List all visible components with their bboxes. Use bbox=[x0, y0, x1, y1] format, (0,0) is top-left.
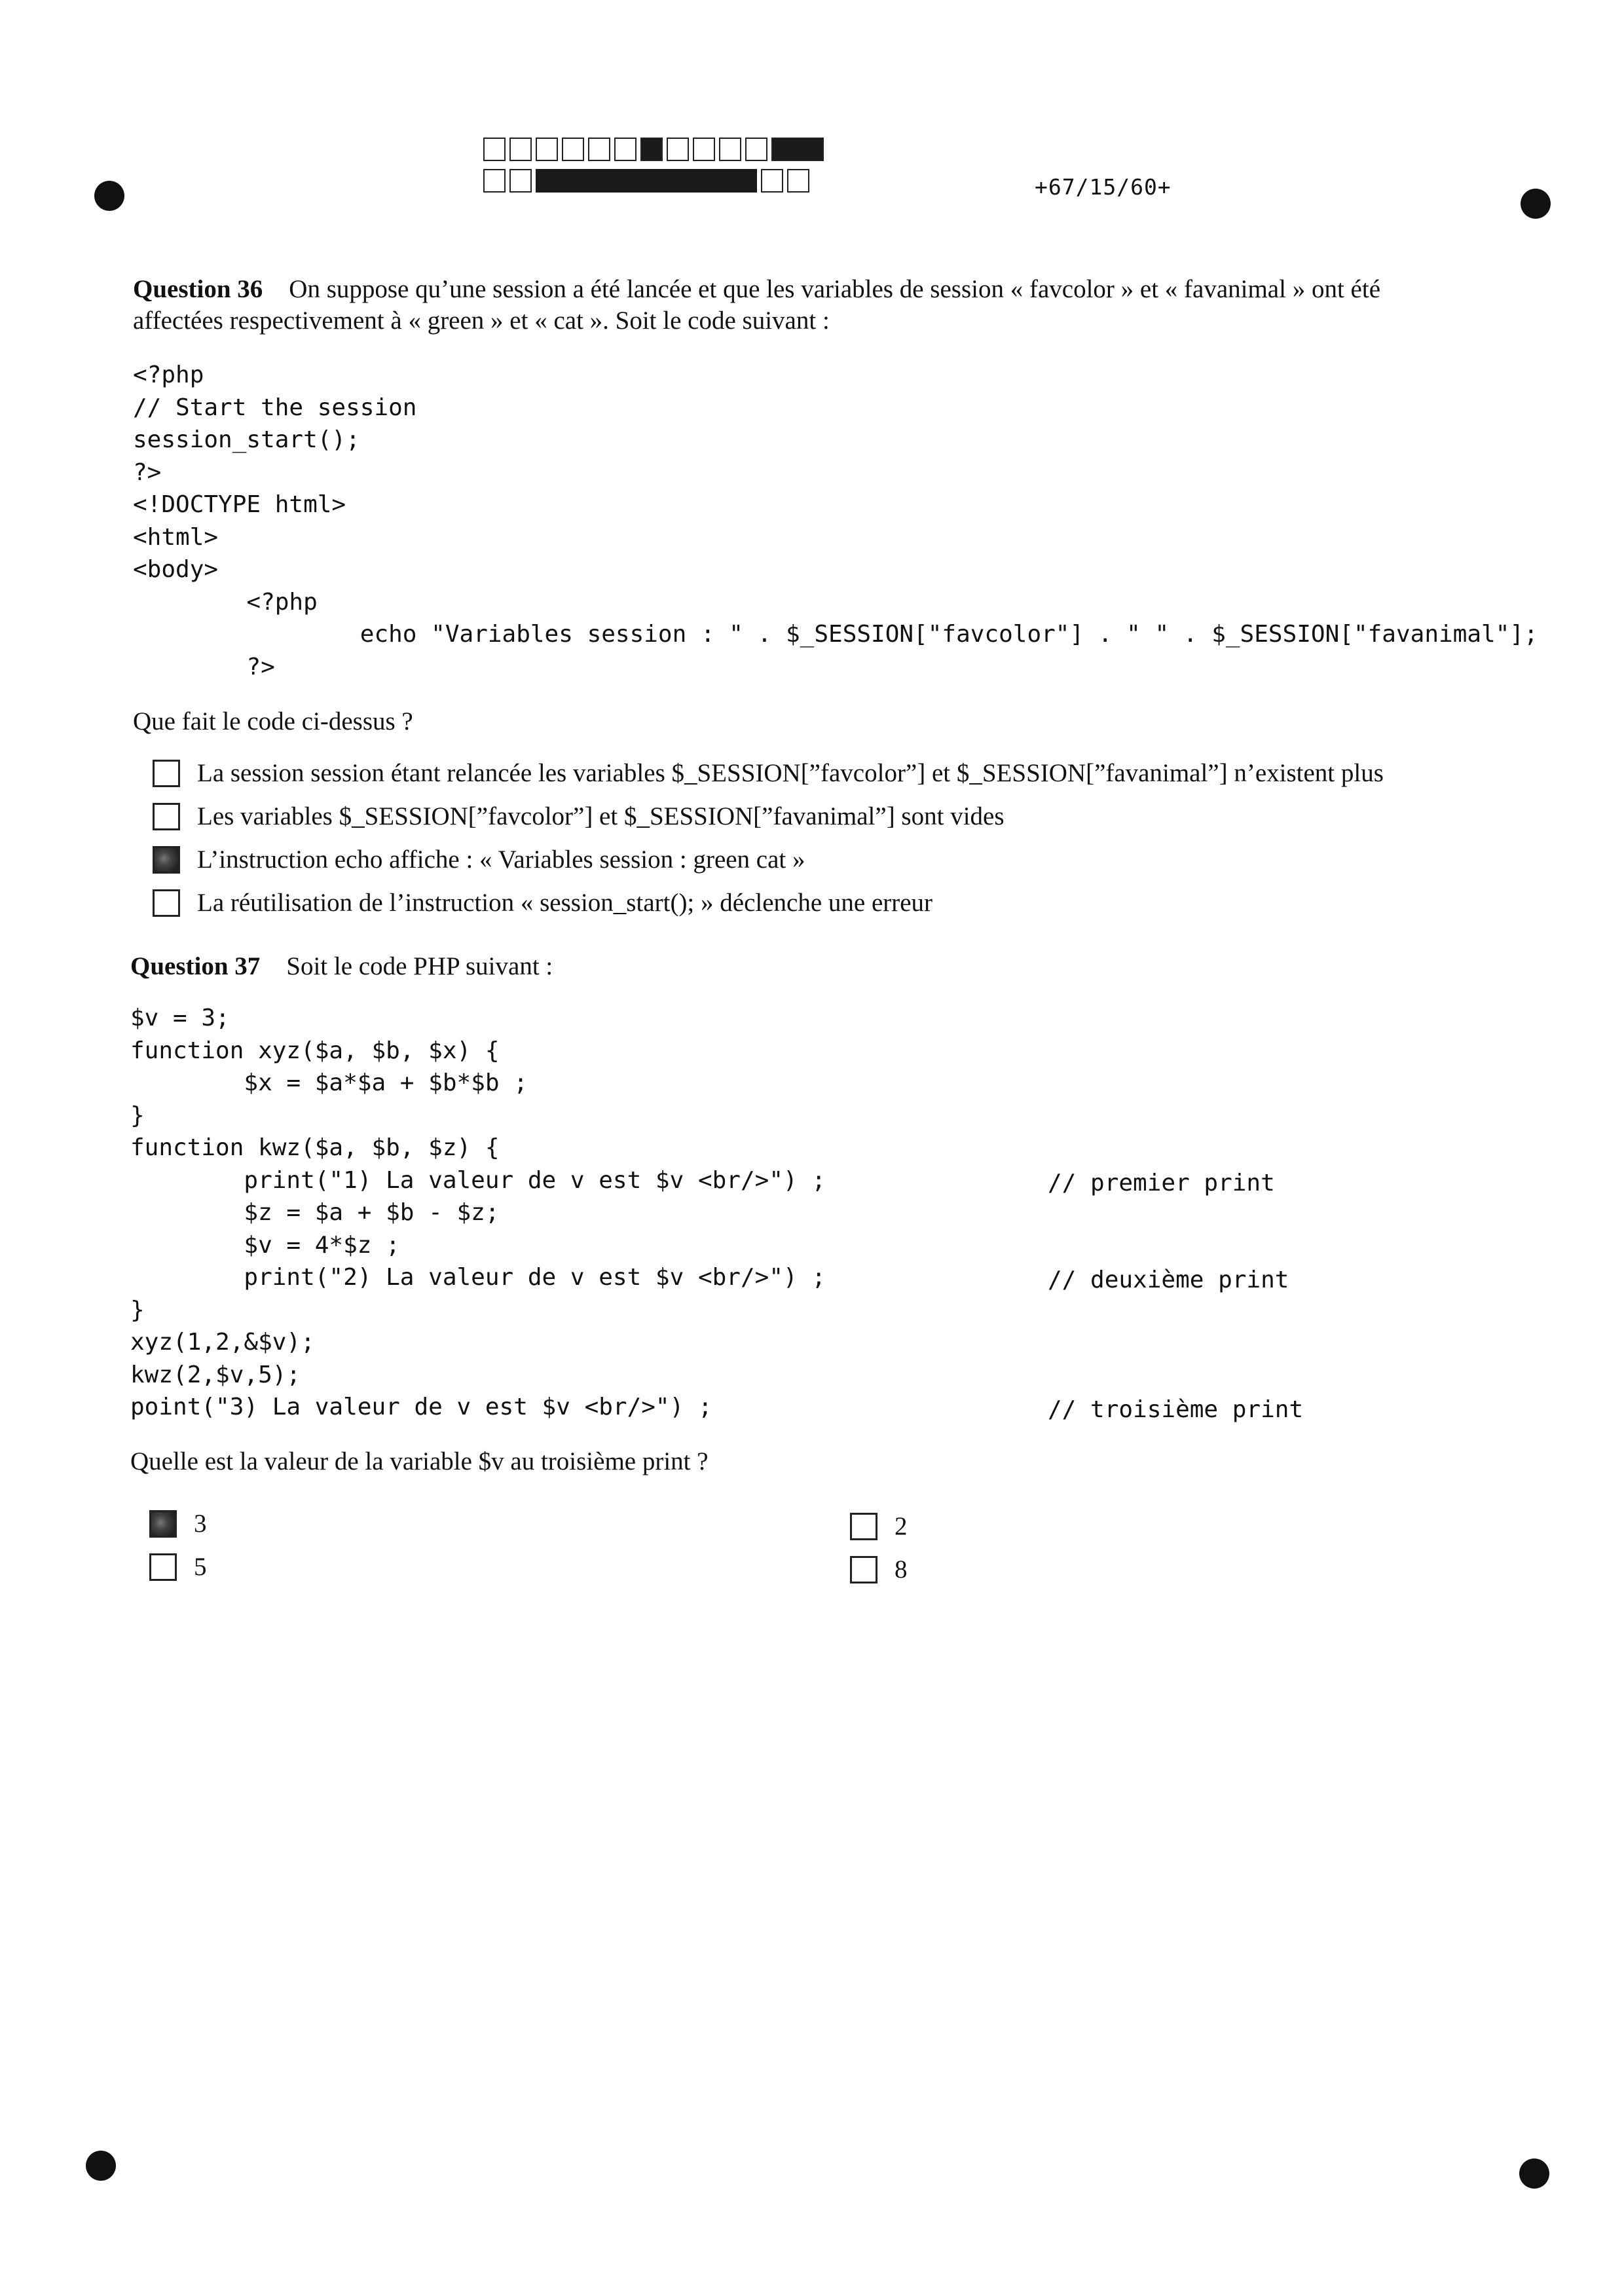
barcode-cell bbox=[719, 138, 741, 161]
checkbox-icon[interactable] bbox=[153, 803, 180, 830]
q36-intro-line2: affectées respectivement à « green » et « cat ». Soit le code suivant : bbox=[133, 306, 830, 335]
q37-label: Question 37 bbox=[130, 952, 261, 980]
q37-prompt: Quelle est la valeur de la variable $v au troisième print ? bbox=[130, 1447, 709, 1475]
q37-option-1[interactable] bbox=[149, 1509, 207, 1538]
q36-option-4[interactable] bbox=[153, 888, 932, 917]
barcode-cell bbox=[771, 138, 824, 161]
checkbox-icon[interactable] bbox=[149, 1553, 177, 1581]
barcode-cell bbox=[536, 138, 558, 161]
q37-option-3-label: 5 bbox=[194, 1553, 207, 1581]
checkbox-icon[interactable] bbox=[850, 1513, 877, 1540]
barcode-row-1 bbox=[483, 138, 828, 162]
q37-comment-third-print: // troisième print bbox=[1048, 1396, 1304, 1423]
q37-intro-text: Soit le code PHP suivant : bbox=[286, 952, 553, 980]
barcode-cell bbox=[787, 169, 809, 193]
q36-label: Question 36 bbox=[133, 275, 263, 303]
checked-checkbox-icon[interactable] bbox=[153, 846, 180, 874]
q37-comment-second-print: // deuxième print bbox=[1048, 1267, 1289, 1293]
barcode-cell bbox=[745, 138, 767, 161]
barcode-cell bbox=[509, 138, 532, 161]
q37-option-4-label: 8 bbox=[895, 1555, 908, 1583]
q36-option-4-label: La réutilisation de l’instruction « session_start(); » déclenche une erreur bbox=[197, 889, 933, 917]
q37-option-1-label: 3 bbox=[194, 1509, 207, 1538]
q36-option-1-label: La session session étant relancée les variables $_SESSION[”favcolor”] et $_SESSION[”favanimal”] n’existent plus bbox=[197, 759, 1384, 787]
barcode-cell bbox=[614, 138, 637, 161]
q37-intro bbox=[130, 951, 553, 982]
q37-option-2-label: 2 bbox=[895, 1512, 908, 1540]
checkbox-icon[interactable] bbox=[850, 1556, 877, 1583]
barcode-cell bbox=[640, 138, 663, 161]
q36-option-2[interactable] bbox=[153, 802, 1005, 831]
barcode-cell bbox=[588, 138, 610, 161]
checked-checkbox-icon[interactable] bbox=[149, 1510, 177, 1538]
q37-comment-first-print: // premier print bbox=[1048, 1170, 1275, 1196]
barcode-cell bbox=[562, 138, 584, 161]
q37-option-2[interactable] bbox=[850, 1511, 908, 1541]
barcode-cell bbox=[667, 138, 689, 161]
q36-option-3-label: L’instruction echo affiche : « Variables session : green cat » bbox=[197, 845, 805, 874]
q36-intro bbox=[133, 274, 1547, 337]
q36-intro-line1: On suppose qu’une session a été lancée et que les variables de session « favcolor » et « favanimal » ont été bbox=[289, 275, 1380, 303]
barcode-cell bbox=[509, 169, 532, 193]
registration-mark-bottom-left bbox=[86, 2151, 116, 2181]
barcode-cell bbox=[483, 138, 506, 161]
barcode-bar bbox=[536, 169, 757, 193]
page-barcode bbox=[483, 138, 828, 200]
q37-option-3[interactable] bbox=[149, 1552, 207, 1582]
registration-mark-bottom-right bbox=[1519, 2158, 1549, 2189]
q36-option-1[interactable] bbox=[153, 758, 1384, 788]
barcode-cell bbox=[761, 169, 783, 193]
q36-code-block: <?php // Start the session session_start(); ?> <!DOCTYPE html> <html> <body> <?php echo "Variables session : " . $_SESSION["favcolor"] . " " . $_SESSION["favanimal"]; ?> bbox=[133, 361, 1538, 680]
q36-option-3[interactable] bbox=[153, 845, 805, 874]
q36-option-2-label: Les variables $_SESSION[”favcolor”] et $_SESSION[”favanimal”] sont vides bbox=[197, 802, 1005, 830]
page-id: +67/15/60+ bbox=[1035, 174, 1172, 200]
barcode-cell bbox=[693, 138, 715, 161]
q37-option-4[interactable] bbox=[850, 1555, 908, 1584]
registration-mark-top-left bbox=[94, 181, 124, 211]
checkbox-icon[interactable] bbox=[153, 889, 180, 917]
registration-mark-top-right bbox=[1521, 189, 1551, 219]
q36-prompt: Que fait le code ci-dessus ? bbox=[133, 707, 413, 735]
barcode-cell bbox=[483, 169, 506, 193]
barcode-row-2 bbox=[483, 169, 828, 194]
checkbox-icon[interactable] bbox=[153, 760, 180, 787]
q37-code-block: $v = 3; function xyz($a, $b, $x) { $x = $a*$a + $b*$b ; } function kwz($a, $b, $z) { print("1) La valeur de v est $v <br/>") ; $z = $a + $b - $z; $v = 4*$z ; print("2) La valeur de v est $v <br/>") ; } xyz(1,2,&$v); kwz(2,$v,5); point("3) La valeur de v est $v <br/>") ; bbox=[130, 1005, 826, 1420]
